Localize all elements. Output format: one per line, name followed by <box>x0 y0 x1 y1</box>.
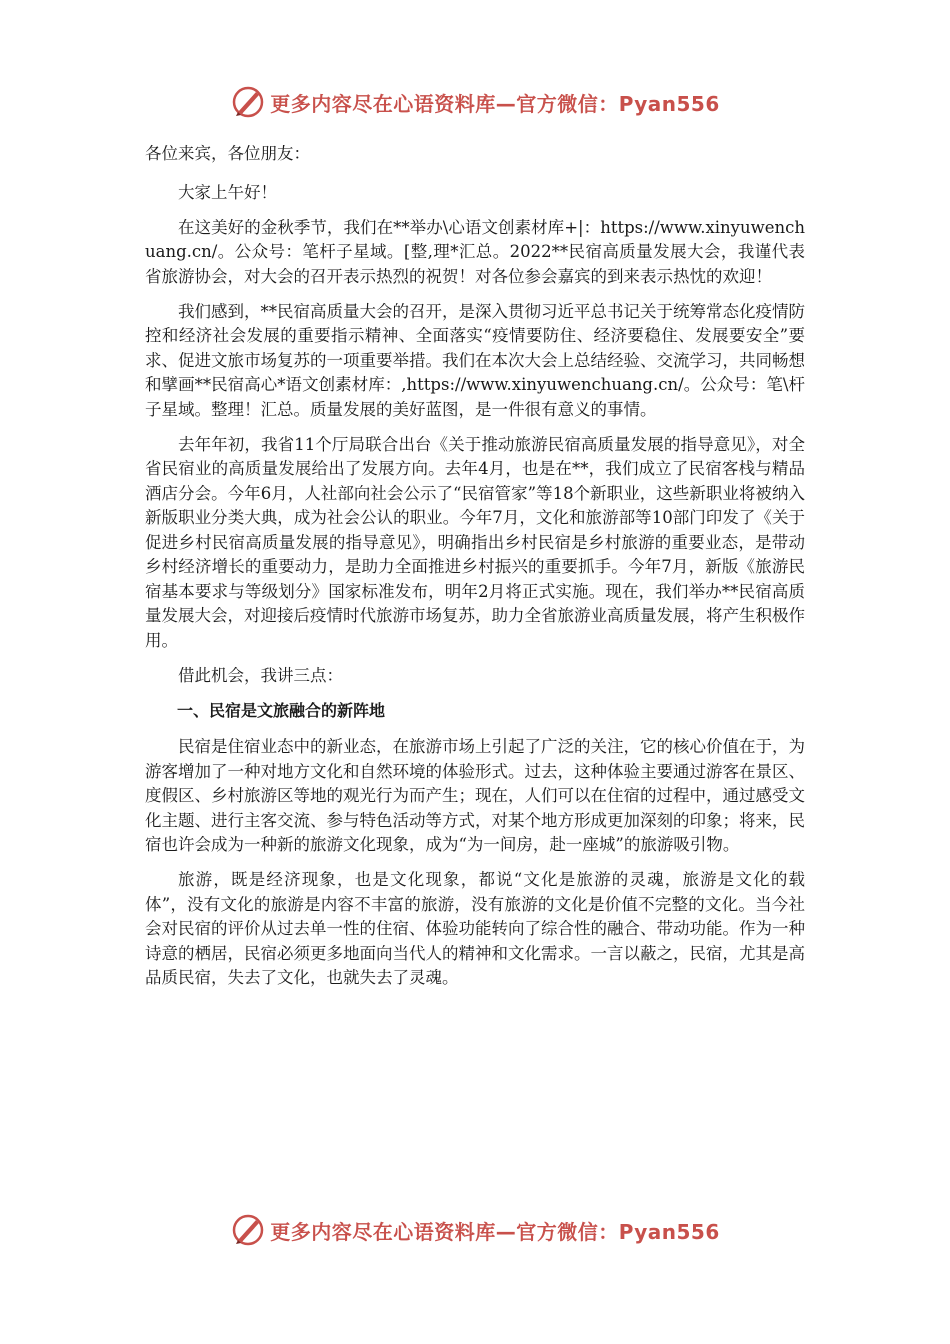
header-watermark <box>0 82 950 122</box>
paragraph: 我们感到，**民宿高质量大会的召开，是深入贯彻习近平总书记关于统筹常态化疫情防控和经济社会发展的重要指示精神、全面落实“疫情要防住、经济要稳住、发展要安全”要求、促进文旅市场复苏的一项重要举措。我们在本次大会上总结经验、交流学习，共同畅想和擘画**民宿高心*语文创素材库：,https://www.xinyuwenchuang.cn/。公众号：笔\杆子星域。整理！汇总。质量发展的美好蓝图，是一件很有意义的事情。 <box>145 301 805 419</box>
watermark-text: 更多内容尽在心语资料库—官方微信：Pyan556 <box>270 1219 720 1244</box>
pen-logo-icon <box>230 84 266 120</box>
greeting: 大家上午好！ <box>178 182 277 202</box>
paragraph: 借此机会，我讲三点： <box>178 665 343 685</box>
watermark-text: 更多内容尽在心语资料库—官方微信：Pyan556 <box>270 91 720 116</box>
paragraph: 旅游，既是经济现象，也是文化现象，都说“文化是旅游的灵魂，旅游是文化的载体”，没有文化的旅游是内容不丰富的旅游，没有旅游的文化是价值不完整的文化。当今社会对民宿的评价从过去单一性的住宿、体验功能转向了综合性的融合、带动功能。作为一种诗意的栖居，民宿必须更多地面向当代人的精神和文化需求。一言以蔽之，民宿，尤其是高品质民宿，失去了文化，也就失去了灵魂。 <box>145 870 805 987</box>
paragraph: 民宿是住宿业态中的新业态，在旅游市场上引起了广泛的关注，它的核心价值在于，为游客增加了一种对地方文化和自然环境的体验形式。过去，这种体验主要通过游客在景区、度假区、乡村旅游区等地的观光行为而产生；现在，人们可以在住宿的过程中，通过感受文化主题、进行主客交流、参与特色活动等方式，对某个地方形成更加深刻的印象；将来，民宿也许会成为一种新的旅游文化现象，成为“为一间房，赴一座城”的旅游吸引物。 <box>145 737 805 854</box>
paragraph: 去年年初，我省11个厅局联合出台《关于推动旅游民宿高质量发展的指导意见》，对全省民宿业的高质量发展给出了发展方向。去年4月，也是在**，我们成立了民宿客栈与精品酒店分会。今年6月，人社部向社会公示了“民宿管家”等18个新职业，这些新职业将被纳入新版职业分类大典，成为社会公认的职业。今年7月，文化和旅游部等10部门印发了《关于促进乡村民宿高质量发展的指导意见》，明确指出乡村民宿是乡村旅游的重要业态，是带动乡村经济增长的重要动力，是助力全面推进乡村振兴的重要抓手。今年7月，新版《旅游民宿基本要求与等级划分》国家标准发布，明年2月将正式实施。现在，我们举办**民宿高质量发展大会，对迎接后疫情时代旅游市场复苏，助力全省旅游业高质量发展，将产生积极作用。 <box>145 434 805 650</box>
paragraph: 在这美好的金秋季节，我们在**举办\心语文创素材库+|：https://www.xinyuwenchuang.cn/。公众号：笔杆子星域。[整,理*汇总。2022**民宿高质量发展大会，我谨代表省旅游协会，对大会的召开表示热烈的祝贺！对各位参会嘉宾的到来表示热忱的欢迎！ <box>145 217 805 286</box>
salutation: 各位来宾，各位朋友： <box>145 144 310 163</box>
pen-logo-icon <box>230 1212 266 1248</box>
document-body <box>145 142 805 1001</box>
footer-watermark <box>0 1210 950 1250</box>
section-heading: 一、民宿是文旅融合的新阵地 <box>177 700 386 720</box>
